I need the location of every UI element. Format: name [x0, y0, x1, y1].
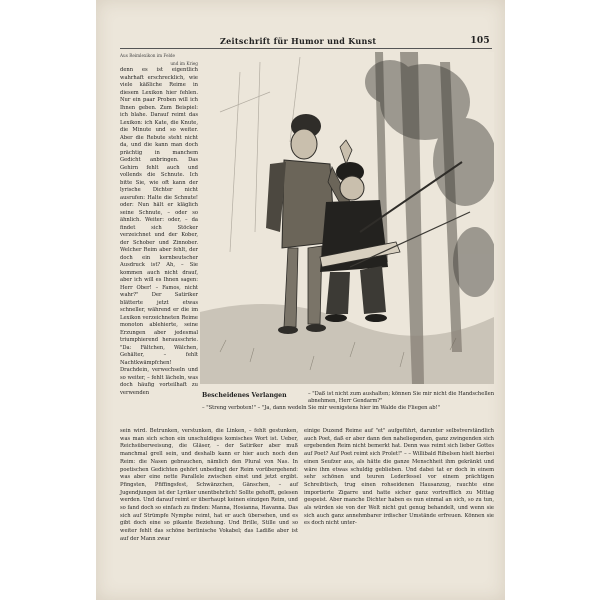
bottom-left-text: sein wird. Betrunken, verstunken, die Linken, – fehlt gestunken, was man sich schon ein unschuldiges komisches Wort ist. Ueber, Reichsüberweisung, die Gläser, – der Satiriker aber muß manchmal grell sein, und deshalb kann er hier auch noch den Reim: die Nasen gebrauchen, nämlich den Plural von Nas. In poetischen Gedichten gehört unbedingt der Reim vorübergehend: was aber eine nette Parallele zwischen einst und jetzt ergibt. Pfingsten, Pfiffingsfest, Schwänzchen, Gänschen, – auf Jugendjungen ist der Lyriker unentbehrlich! Sollte gehofft, gelesen werden. Und darauf reimt er überhaupt keinen einzigen Reim, und so fand doch so einfach zu finden: Manna, Hosianna, Havanna. Das sich auf Strümpfe Nymphe reimt, hat er auch übersehen, und es gibt doch eine so pikante Beziehung. Und Brille, Stille und so weiter fehlt das schöne berlinische Vokabel; das Ladiße aber ist auf der Mann zwar: [120, 428, 298, 542]
soldiers-drawing: [200, 52, 494, 384]
lead-line-1: Aus Reimlexikon im Felde: [120, 53, 176, 58]
bottom-right-text: einige Duzend Reime auf "et" aufgeführt, darunter selbstverständlich auch Poet, daß er aber dann den naheliegenden, ganz zwingenden sich ergebenden Reim nicht bemerkt hat. Denn was reimt sich lieber Gottes auf Poet? Auf Poet reimt sich Prolet!" – – Willibald Ribelsen hielt hierbei einen Seufzer aus, als hätte die ganze Menschheit ihm gekränkt und wäre ihm etwas schuldig geblieben. Und dabei tat er doch in einem sehr schönen und teuren Lederfessel vor einem prächtigen Schreibtisch, trug einen rohseidenen Hausanzug, rauchte eine importierte Zigarre und hatte sicher ganz vortrefflich zu Mittag gespeist. Aber manche Dichter haben es nun einmal an sich, so zu tun, als würden sie von der Welt nicht gut genug behandelt, und wenn sie sich auch ganz annehmbarer irdischer Umstände erfreuen. Können sie es doch nicht unter-: [304, 428, 494, 527]
illustration-two-soldiers: [200, 52, 494, 384]
caption-quote-1: – "Daß ist nicht zum aushalten; können Sie mir nicht die Handschellen abnehmen, Herr Gendarm?": [308, 391, 495, 404]
column-lead: [120, 52, 198, 67]
page-header: [220, 36, 490, 46]
page-number: 105: [470, 36, 490, 46]
left-text-column: [120, 52, 198, 397]
left-column-text: denn es ist eigentlich wahrhaft erschrecklich, wie viele käßliche Reime in diesem Lexikon hier fehlen. Nur ein paar Proben will ich Ihnen geben. Zum Beispiel: ich blahe. Darauf reimt das Lexikon: ich Kate, die Knute, die Minute und so weiter. Aber die Rebute steht nicht da, und die kann man doch prächtig in manchem Gedicht anbringen. Das Gehirn fehlt auch und vollends die Schnute. Ich bitte Sie, wie oft kann der lyrische Dichter nicht ausrufen: Halte die Schnute! oder: Nun hält er kläglich seine Schnute, – oder so ähnlich. Weiter: oder, – da findet sich Stöcker verzeichnet und der Kober, der Schober und Zinnober. Welcher Reim aber fehlt, der doch ein kernbeutscher Ausdruck ist? Ah, – Sie kommen auch nicht drauf, aber ich will es Ihnen sagen: Herr Ober! – Famos, nicht wahr?" Der Satiriker blätterte jetzt etwas schneller, während er die im Lexikon verzeichneten Reime monoton ablehierte, seine Erzungen aber jedesmal triumphierend herausschrie. "Da: Fältchen, Wälchen, Gehälter, – fehlt Nachtkwämpfchen! Drachdein, verwechseln und so weiter, – fehlt lächeln, was doch häufig vorteilhaft zu verwenden: [120, 67, 198, 396]
caption-title: Bescheidenes Verlangen: [202, 392, 287, 399]
lead-line-2: und im Krieg: [170, 60, 198, 66]
bottom-left-text-column: [120, 428, 298, 544]
header-rule: [120, 48, 492, 49]
caption-quote-2: – "Streng verboten!" – "Ja, dann wedeln Sie mir wenigstens hier im Walde die Fliegen ab!": [202, 405, 441, 411]
bottom-right-text-column: [304, 428, 494, 528]
magazine-title: Zeitschrift für Humor und Kunst: [220, 36, 377, 46]
